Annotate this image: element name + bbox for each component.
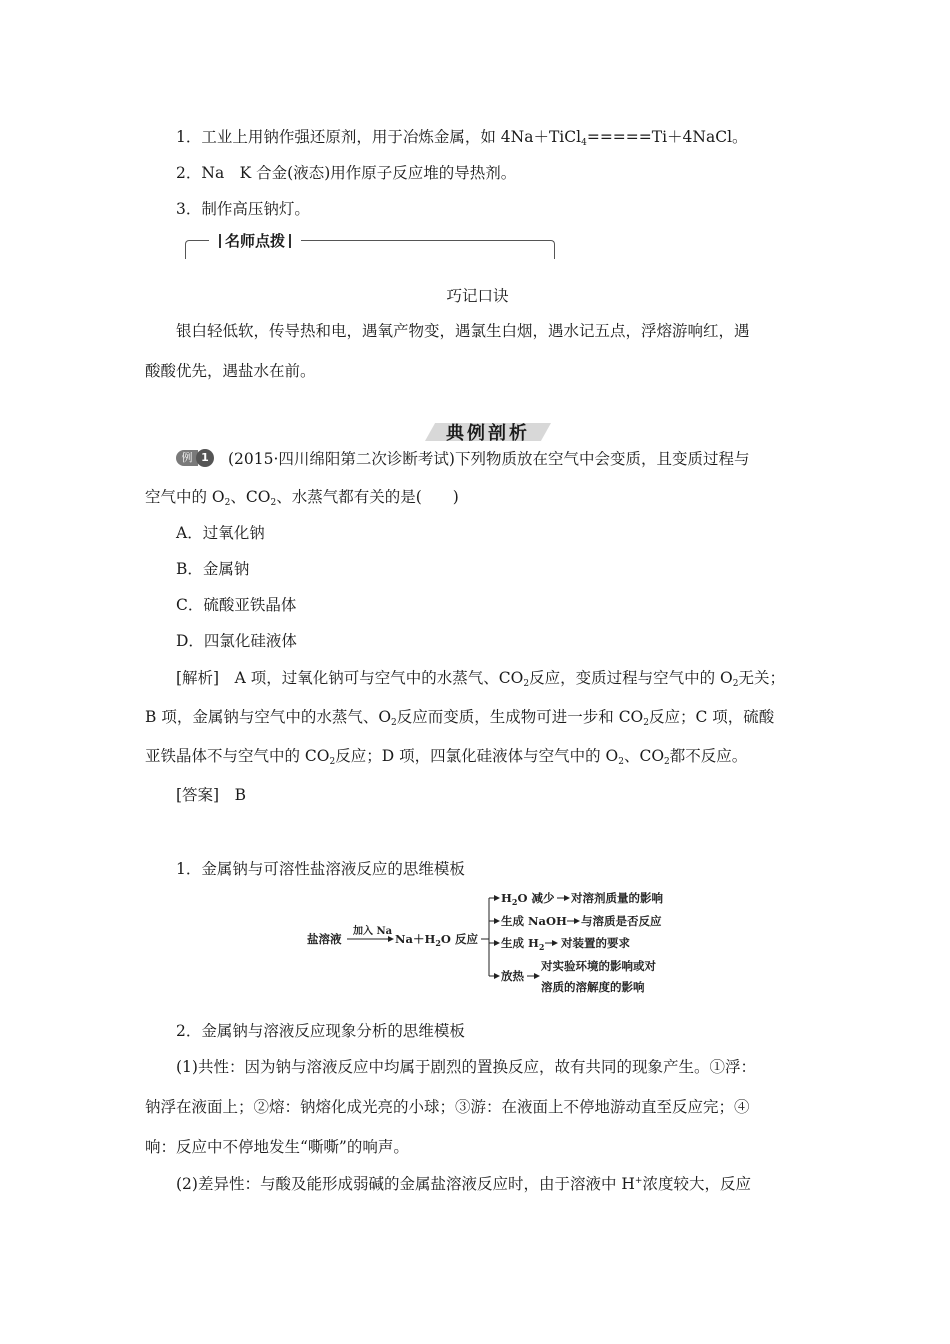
diagram-salt-solution: 盐溶液 [307,932,342,946]
bar-icon [219,234,221,248]
analysis-text: 都不反应。 [669,747,748,765]
option-c: C．硫酸亚铁晶体 [176,596,297,614]
subscript: 4 [581,138,587,148]
diagram-arrow-label: 加入 Na [353,926,393,937]
mnemonic-line-1: 银白轻低软，传导热和电，遇氧产物变，遇氯生白烟，遇水记五点，浮熔游响红，遇 [176,322,750,340]
subscript: 2 [643,718,649,728]
example-question-line-2 [145,486,810,508]
subscript: 2 [224,498,231,508]
diagram-branch-3-effect: 对装置的要求 [561,936,630,950]
commonality-line-3: 响：反应中不停地发生“嘶嘶”的响声。 [145,1138,409,1156]
analysis-line-3 [145,745,810,767]
subscript: 2 [664,757,670,767]
diagram-branch-4-effect-2: 溶质的溶解度的影响 [541,980,645,994]
diagram-branch-2-effect: 与溶质是否反应 [581,914,662,928]
example-question-line-1 [176,448,841,470]
example-badge [176,449,218,467]
section-title [425,419,551,443]
reaction-flow-diagram [305,890,685,1005]
question-text: 、水蒸气都有关的是( ) [276,488,459,506]
option-a: A．过氧化钠 [176,524,265,542]
example-badge-label: 例 [176,450,198,466]
use-text: =====Ti＋4NaCl。 [586,128,748,146]
subscript: 2 [732,679,739,689]
analysis-text: A 项，过氧化钠可与空气中的水蒸气、CO [234,669,524,687]
option-b: B．金属钠 [176,560,250,578]
question-text: (2015·四川绵阳第二次诊断考试)下列物质放在空气中会变质，且变质过程与 [228,450,750,468]
question-text: 空气中的 O [145,488,225,506]
answer-label: [答案] [176,786,220,804]
use-number: 3． [176,200,202,218]
difference-text: 浓度较大，反应 [642,1175,751,1193]
use-item-1 [176,126,841,148]
use-item-3 [176,198,841,220]
use-number: 2． [176,164,202,182]
analysis-text: 亚铁晶体不与空气中的 CO [145,747,330,765]
answer-value: B [234,786,247,804]
subscript: 2 [329,757,336,767]
mnemonic-heading: 巧记口诀 [446,287,509,305]
use-number: 1． [176,128,202,146]
analysis-text: 无关； [738,669,785,687]
example-badge-number: 1 [196,449,214,467]
superscript: + [634,1176,643,1186]
difference-text: (2)差异性：与酸及能形成弱碱的金属盐溶液反应时，由于溶液中 H [176,1175,635,1193]
subscript: 2 [270,498,277,508]
analysis-line-1 [176,667,841,689]
diagram-branch-3: 生成 $H_2$ [501,936,545,952]
analysis-text: 反应；C 项，硫酸 [649,708,775,726]
option-d: D．四氯化硅液体 [176,632,297,650]
analysis-text: 、CO [623,747,665,765]
analysis-label: [解析] [176,669,220,687]
commonality-line-2: 钠浮在液面上；②熔：钠熔化成光亮的小球；③游：在液面上不停地游动直至反应完；④ [145,1098,750,1116]
reaction-flow-svg [305,890,685,1005]
template-2-title: 2．金属钠与溶液反应现象分析的思维模板 [176,1022,465,1040]
diagram-branch-4-effect-1: 对实验环境的影响或对 [541,959,656,973]
diagram-branch-4: 放热 [501,969,524,983]
tip-box [185,231,553,257]
analysis-text: B 项，金属钠与空气中的水蒸气、O [145,708,392,726]
commonality-line-1: (1)共性：因为钠与溶液反应中均属于剧烈的置换反应，故有共同的现象产生。①浮： [176,1058,756,1076]
bar-icon [289,234,291,248]
template-1-title: 1．金属钠与可溶性盐溶液反应的思维模板 [176,860,465,878]
subscript: 2 [391,718,397,728]
analysis-text: 反应而变质，生成物可进一步和 CO [396,708,644,726]
subscript: 2 [618,757,624,767]
analysis-text: 反应；D 项，四氯化硅液体与空气中的 O [335,747,619,765]
diagram-branch-1: $H_2O$ 减少 [501,891,555,907]
question-text: 、CO [230,488,271,506]
difference-line-1 [176,1173,841,1195]
tip-box-title-text: 名师点拨 [225,232,286,250]
section-title-text: 典例剖析 [446,423,530,444]
use-text: 工业上用钠作强还原剂，用于冶炼金属，如 4Na＋TiCl [201,128,582,146]
use-text: 制作高压钠灯。 [201,200,310,218]
diagram-reaction: $Na+H_2O$ 反应 [395,932,478,948]
analysis-line-2 [145,706,810,728]
use-item-2 [176,162,841,184]
use-text: Na K 合金(液态)用作原子反应堆的导热剂。 [201,164,517,182]
mnemonic-line-2: 酸酸优先，遇盐水在前。 [145,362,316,380]
subscript: 2 [523,679,530,689]
diagram-branch-2: 生成 NaOH [501,914,567,928]
tip-box-title [209,231,301,251]
answer-line [176,784,841,806]
analysis-text: 反应，变质过程与空气中的 O [529,669,733,687]
diagram-branch-1-effect: 对溶剂质量的影响 [571,891,663,905]
